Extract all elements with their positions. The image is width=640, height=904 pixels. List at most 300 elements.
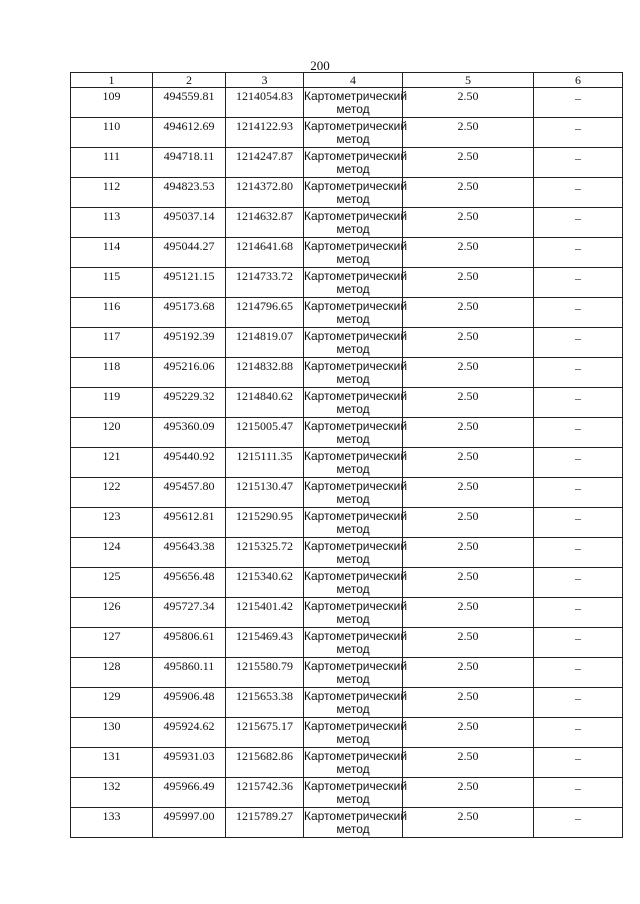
y-coordinate-cell [226,178,304,208]
method-cell-text: Картометрический метод [304,539,408,566]
method-cell-text: Картометрический метод [304,419,408,446]
y-coordinate-cell-text: 1214832.88 [236,359,293,373]
point-number-cell-text: 113 [102,209,121,223]
method-cell-text: Картометрический метод [304,629,408,656]
page-number: 200 [310,58,330,73]
x-coordinate-cell [153,598,226,628]
y-coordinate-cell-text: 1215789.27 [236,809,293,823]
header-row [71,73,623,88]
accuracy-cell-text: 2.50 [457,629,479,643]
y-coordinate-cell-text: 1215401.42 [236,599,293,613]
accuracy-cell-text: 2.50 [457,689,479,703]
x-coordinate-cell-text: 494612.69 [163,119,215,133]
accuracy-cell-text: 2.50 [457,389,479,403]
x-coordinate-cell-text: 495216.06 [163,359,215,373]
table-row [71,568,623,598]
method-cell-text: Картометрический метод [304,449,408,476]
x-coordinate-cell [153,538,226,568]
column-header-5: 5 [403,73,534,88]
method-cell [304,808,408,838]
point-number-cell-text: 129 [102,689,121,703]
method-cell-text: Картометрический метод [304,599,408,626]
accuracy-cell [403,118,534,148]
point-number-cell [71,718,153,748]
y-coordinate-cell [226,418,304,448]
accuracy-cell [403,388,534,418]
point-number-cell [71,418,153,448]
method-cell-text: Картометрический метод [304,359,408,386]
x-coordinate-cell-text: 495360.09 [163,419,215,433]
table-row [71,718,623,748]
y-coordinate-cell [226,598,304,628]
y-coordinate-cell-text: 1214054.83 [236,89,293,103]
x-coordinate-cell-text: 495643.38 [163,539,215,553]
method-cell [304,538,408,568]
method-cell [304,598,408,628]
x-coordinate-cell [153,268,226,298]
table-row [71,118,623,148]
point-number-cell-text: 123 [102,509,121,523]
table-row [71,598,623,628]
point-number-cell [71,478,153,508]
y-coordinate-cell [226,328,304,358]
point-number-cell-text: 122 [102,479,121,493]
accuracy-cell [403,718,534,748]
point-number-cell [71,448,153,478]
method-cell-text: Картометрический метод [304,569,408,596]
x-coordinate-cell-text: 494718.11 [163,149,215,163]
method-cell-text: Картометрический метод [304,209,408,236]
point-number-cell-text: 111 [102,149,121,163]
y-coordinate-cell [226,508,304,538]
x-coordinate-cell-text: 495860.11 [163,659,215,673]
accuracy-cell-text: 2.50 [457,479,479,493]
empty-value-cell-text: – [575,601,581,615]
column-header-2: 2 [153,73,226,88]
table-row [71,328,623,358]
method-cell-text: Картометрический метод [304,239,408,266]
table-row [71,358,623,388]
accuracy-cell [403,688,534,718]
accuracy-cell-text: 2.50 [457,149,479,163]
point-number-cell [71,778,153,808]
empty-value-cell-text: – [575,421,581,435]
point-number-cell [71,598,153,628]
y-coordinate-cell [226,448,304,478]
method-cell [304,88,408,118]
empty-value-cell-text: – [575,481,581,495]
point-number-cell [71,508,153,538]
accuracy-cell [403,568,534,598]
empty-value-cell [534,478,623,508]
empty-value-cell [534,808,623,838]
accuracy-cell [403,88,534,118]
accuracy-cell-text: 2.50 [457,239,479,253]
empty-value-cell-text: – [575,751,581,765]
point-number-cell-text: 131 [102,749,121,763]
point-number-cell [71,238,153,268]
method-cell-text: Картометрический метод [304,659,408,686]
x-coordinate-cell [153,688,226,718]
point-number-cell-text: 115 [102,269,121,283]
empty-value-cell-text: – [575,811,581,825]
table-row [71,298,623,328]
empty-value-cell [534,718,623,748]
point-number-cell-text: 117 [102,329,121,343]
point-number-cell-text: 120 [102,419,121,433]
y-coordinate-cell-text: 1215469.43 [236,629,293,643]
y-coordinate-cell-text: 1214122.93 [236,119,293,133]
y-coordinate-cell [226,478,304,508]
empty-value-cell-text: – [575,511,581,525]
empty-value-cell [534,628,623,658]
empty-value-cell [534,598,623,628]
accuracy-cell [403,298,534,328]
x-coordinate-cell [153,748,226,778]
point-number-cell-text: 112 [102,179,121,193]
empty-value-cell-text: – [575,271,581,285]
empty-value-cell [534,208,623,238]
accuracy-cell [403,328,534,358]
x-coordinate-cell-text: 495966.49 [163,779,215,793]
y-coordinate-cell-text: 1214840.62 [236,389,293,403]
accuracy-cell-text: 2.50 [457,89,479,103]
empty-value-cell-text: – [575,121,581,135]
y-coordinate-cell [226,148,304,178]
accuracy-cell [403,268,534,298]
empty-value-cell-text: – [575,451,581,465]
method-cell-text: Картометрический метод [304,479,408,506]
accuracy-cell-text: 2.50 [457,749,479,763]
method-cell-text: Картометрический метод [304,269,408,296]
x-coordinate-cell [153,568,226,598]
empty-value-cell-text: – [575,781,581,795]
point-number-cell [71,628,153,658]
x-coordinate-cell-text: 495457.80 [163,479,215,493]
method-cell [304,448,408,478]
accuracy-cell-text: 2.50 [457,419,479,433]
empty-value-cell-text: – [575,721,581,735]
table-row [71,88,623,118]
method-cell [304,718,408,748]
x-coordinate-cell [153,388,226,418]
method-cell [304,328,408,358]
method-cell-text: Картометрический метод [304,149,408,176]
empty-value-cell [534,358,623,388]
x-coordinate-cell [153,148,226,178]
method-cell [304,628,408,658]
method-cell [304,478,408,508]
x-coordinate-cell [153,778,226,808]
empty-value-cell [534,88,623,118]
empty-value-cell [534,688,623,718]
empty-value-cell-text: – [575,361,581,375]
x-coordinate-cell [153,418,226,448]
method-cell-text: Картометрический метод [304,689,408,716]
point-number-cell [71,178,153,208]
accuracy-cell [403,178,534,208]
point-number-cell [71,388,153,418]
x-coordinate-cell [153,448,226,478]
y-coordinate-cell-text: 1215742.36 [236,779,293,793]
empty-value-cell [534,448,623,478]
method-cell [304,568,408,598]
y-coordinate-cell [226,778,304,808]
x-coordinate-cell-text: 494823.53 [163,179,215,193]
point-number-cell-text: 133 [102,809,121,823]
method-cell [304,508,408,538]
point-number-cell-text: 128 [102,659,121,673]
accuracy-cell-text: 2.50 [457,539,479,553]
y-coordinate-cell [226,808,304,838]
table-row [71,448,623,478]
accuracy-cell [403,508,534,538]
empty-value-cell-text: – [575,211,581,225]
empty-value-cell-text: – [575,331,581,345]
accuracy-cell-text: 2.50 [457,359,479,373]
method-cell [304,298,408,328]
method-cell-text: Картометрический метод [304,509,408,536]
x-coordinate-cell [153,88,226,118]
empty-value-cell [534,508,623,538]
point-number-cell-text: 110 [102,119,121,133]
point-number-cell [71,208,153,238]
x-coordinate-cell [153,658,226,688]
method-cell [304,238,408,268]
empty-value-cell [534,118,623,148]
table-row [71,418,623,448]
point-number-cell-text: 121 [102,449,121,463]
y-coordinate-cell [226,118,304,148]
accuracy-cell-text: 2.50 [457,449,479,463]
empty-value-cell-text: – [575,661,581,675]
x-coordinate-cell [153,328,226,358]
empty-value-cell [534,178,623,208]
table-row [71,178,623,208]
method-cell [304,748,408,778]
column-header-4: 4 [304,73,403,88]
empty-value-cell [534,388,623,418]
y-coordinate-cell-text: 1215580.79 [236,659,293,673]
y-coordinate-cell-text: 1215290.95 [236,509,293,523]
x-coordinate-cell-text: 495931.03 [163,749,215,763]
x-coordinate-cell-text: 495997.00 [163,809,215,823]
y-coordinate-cell-text: 1214819.07 [236,329,293,343]
method-cell-text: Картометрический метод [304,299,408,326]
point-number-cell [71,538,153,568]
accuracy-cell [403,208,534,238]
empty-value-cell-text: – [575,151,581,165]
y-coordinate-cell [226,268,304,298]
x-coordinate-cell-text: 495906.48 [163,689,215,703]
method-cell [304,388,408,418]
table-row [71,778,623,808]
point-number-cell [71,658,153,688]
point-number-cell-text: 116 [102,299,121,313]
y-coordinate-cell [226,298,304,328]
accuracy-cell-text: 2.50 [457,179,479,193]
y-coordinate-cell-text: 1215653.38 [236,689,293,703]
accuracy-cell [403,748,534,778]
accuracy-cell-text: 2.50 [457,209,479,223]
empty-value-cell-text: – [575,301,581,315]
x-coordinate-cell [153,238,226,268]
empty-value-cell [534,238,623,268]
point-number-cell [71,298,153,328]
column-header-3: 3 [226,73,304,88]
accuracy-cell-text: 2.50 [457,659,479,673]
method-cell [304,358,408,388]
empty-value-cell [534,418,623,448]
x-coordinate-cell [153,178,226,208]
x-coordinate-cell-text: 495037.14 [163,209,215,223]
empty-value-cell [534,568,623,598]
accuracy-cell [403,598,534,628]
method-cell [304,778,408,808]
empty-value-cell [534,268,623,298]
accuracy-cell-text: 2.50 [457,779,479,793]
y-coordinate-cell-text: 1215005.47 [236,419,293,433]
empty-value-cell [534,148,623,178]
empty-value-cell [534,328,623,358]
accuracy-cell-text: 2.50 [457,569,479,583]
point-number-cell-text: 130 [102,719,121,733]
accuracy-cell-text: 2.50 [457,599,479,613]
accuracy-cell [403,448,534,478]
x-coordinate-cell-text: 495229.32 [163,389,215,403]
accuracy-cell [403,658,534,688]
empty-value-cell-text: – [575,691,581,705]
column-header-6: 6 [534,73,623,88]
y-coordinate-cell [226,88,304,118]
method-cell [304,688,408,718]
x-coordinate-cell-text: 495044.27 [163,239,215,253]
empty-value-cell-text: – [575,91,581,105]
accuracy-cell [403,478,534,508]
y-coordinate-cell-text: 1215682.86 [236,749,293,763]
point-number-cell [71,88,153,118]
x-coordinate-cell [153,358,226,388]
table-row [71,208,623,238]
method-cell-text: Картометрический метод [304,779,408,806]
accuracy-cell [403,148,534,178]
method-cell-text: Картометрический метод [304,749,408,776]
method-cell [304,178,408,208]
accuracy-cell-text: 2.50 [457,329,479,343]
table-row [71,688,623,718]
table-row [71,478,623,508]
point-number-cell [71,688,153,718]
coordinates-table [70,72,623,838]
table-row [71,628,623,658]
y-coordinate-cell-text: 1215340.62 [236,569,293,583]
method-cell-text: Картометрический метод [304,179,408,206]
method-cell [304,148,408,178]
point-number-cell-text: 132 [102,779,121,793]
y-coordinate-cell-text: 1214247.87 [236,149,293,163]
y-coordinate-cell [226,358,304,388]
accuracy-cell [403,808,534,838]
point-number-cell [71,328,153,358]
x-coordinate-cell-text: 495440.92 [163,449,215,463]
accuracy-cell-text: 2.50 [457,119,479,133]
point-number-cell [71,748,153,778]
method-cell-text: Картометрический метод [304,89,408,116]
y-coordinate-cell-text: 1215111.35 [236,449,293,463]
y-coordinate-cell [226,538,304,568]
table-row [71,268,623,298]
empty-value-cell [534,778,623,808]
accuracy-cell-text: 2.50 [457,299,479,313]
empty-value-cell [534,748,623,778]
table-row [71,238,623,268]
accuracy-cell-text: 2.50 [457,719,479,733]
x-coordinate-cell [153,628,226,658]
x-coordinate-cell-text: 495121.15 [163,269,215,283]
method-cell [304,208,408,238]
accuracy-cell [403,418,534,448]
empty-value-cell [534,538,623,568]
method-cell [304,418,408,448]
point-number-cell-text: 127 [102,629,121,643]
y-coordinate-cell [226,628,304,658]
x-coordinate-cell-text: 495612.81 [163,509,215,523]
y-coordinate-cell [226,718,304,748]
y-coordinate-cell-text: 1214372.80 [236,179,293,193]
empty-value-cell-text: – [575,571,581,585]
empty-value-cell-text: – [575,241,581,255]
point-number-cell-text: 118 [102,359,121,373]
x-coordinate-cell [153,478,226,508]
method-cell-text: Картометрический метод [304,809,408,836]
table-row [71,148,623,178]
method-cell [304,658,408,688]
accuracy-cell [403,628,534,658]
y-coordinate-cell-text: 1215130.47 [236,479,293,493]
empty-value-cell-text: – [575,541,581,555]
point-number-cell [71,148,153,178]
method-cell [304,268,408,298]
point-number-cell-text: 119 [102,389,121,403]
point-number-cell-text: 114 [102,239,121,253]
empty-value-cell-text: – [575,631,581,645]
y-coordinate-cell [226,238,304,268]
x-coordinate-cell [153,118,226,148]
point-number-cell [71,268,153,298]
x-coordinate-cell [153,718,226,748]
point-number-cell [71,358,153,388]
y-coordinate-cell-text: 1214796.65 [236,299,293,313]
y-coordinate-cell-text: 1214641.68 [236,239,293,253]
method-cell-text: Картометрический метод [304,329,408,356]
accuracy-cell [403,358,534,388]
y-coordinate-cell-text: 1214733.72 [236,269,293,283]
accuracy-cell-text: 2.50 [457,509,479,523]
empty-value-cell-text: – [575,391,581,405]
table-row [71,658,623,688]
x-coordinate-cell-text: 495727.34 [163,599,215,613]
x-coordinate-cell-text: 495192.39 [163,329,215,343]
table-row [71,388,623,418]
x-coordinate-cell-text: 495656.48 [163,569,215,583]
column-header-1: 1 [71,73,153,88]
x-coordinate-cell-text: 495173.68 [163,299,215,313]
point-number-cell [71,568,153,598]
accuracy-cell-text: 2.50 [457,809,479,823]
accuracy-cell [403,778,534,808]
y-coordinate-cell [226,688,304,718]
y-coordinate-cell [226,208,304,238]
